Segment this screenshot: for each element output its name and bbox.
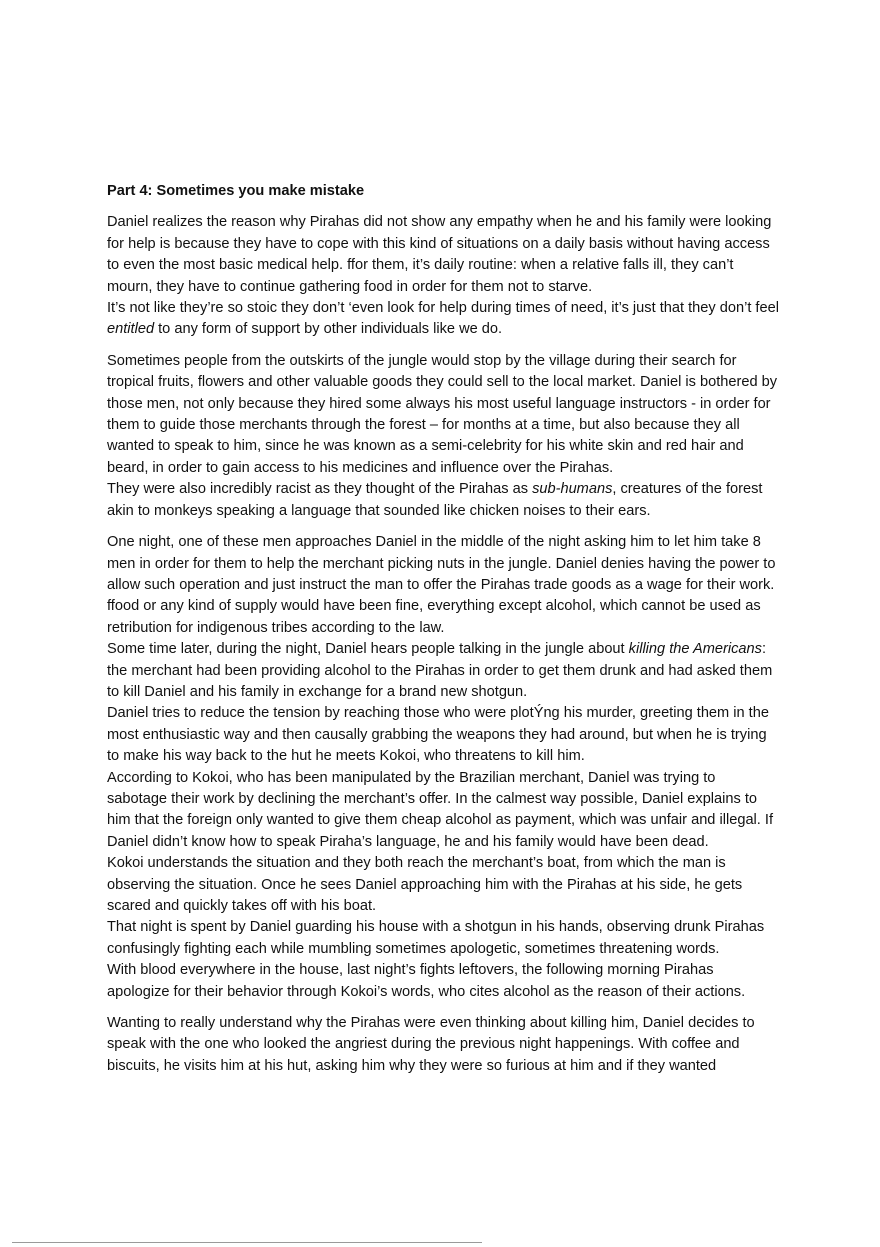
paragraph-3 xyxy=(107,532,779,1003)
footer-divider xyxy=(12,1242,482,1243)
paragraph-text: Daniel tries to reduce the tension by reaching those who were plotÝng his murder, greeting them in the most enthusiastic way and then causally grabbing the weapons they had around, but when he is trying to make his way back to the hut he meets Kokoi, who threatens to kill him. xyxy=(107,705,769,765)
emphasis-text: sub-humans xyxy=(532,481,613,498)
section-heading: Part 4: Sometimes you make mistake xyxy=(107,183,365,199)
paragraph-1 xyxy=(107,212,779,340)
paragraph-text: Kokoi understands the situation and they both reach the merchant’s boat, from which the man is observing the situation. Once he sees Daniel approaching him with the Pirahas at his side, he gets scared and quickly takes off with his boat. xyxy=(107,855,743,914)
paragraph-text: Wanting to really understand why the Pirahas were even thinking about killing him, Daniel decides to speak with the one who looked the angriest during the previous night happenings. With coffee and biscuits, he visits him at his hut, asking him why they were so furious at him and if they wanted xyxy=(107,1015,755,1074)
paragraph-text: That night is spent by Daniel guarding his house with a shotgun in his hands, observing drunk Pirahas confusingly fighting each while mumbling sometimes apologetic, sometimes threatening words. xyxy=(107,919,765,957)
paragraph-text: Some time later, during the night, Daniel hears people talking in the jungle about killing the Americans: the merchant had been providing alcohol to the Pirahas in order to get them drunk and had asked them to kill Daniel and his family in exchange for a brand new shotgun. xyxy=(107,641,773,700)
paragraph-text: Sometimes people from the outskirts of the jungle would stop by the village during their search for tropical fruits, flowers and other valuable goods they could sell to the local market. Daniel is bothered by those men, not only because they hired some always his most useful language instructors - in order for them to guide those merchants through the forest – for months at a time, but also because they all wanted to speak to him, since he was known as a semi-celebrity for his white skin and red hair and beard, in order to gain access to his medicines and influence over the Pirahas. xyxy=(107,352,778,476)
paragraph-text: One night, one of these men approaches Daniel in the middle of the night asking him to let him take 8 men in order for them to help the merchant picking nuts in the jungle. Daniel denies having the power to allow such operation and just instruct the man to offer the Pirahas trade goods as a wage for their work. ffood or any kind of supply would have been fine, everything except alcohol, which cannot be used as retribution for indigenous tribes according to the law. xyxy=(107,534,776,636)
paragraph-text: According to Kokoi, who has been manipulated by the Brazilian merchant, Daniel was trying to sabotage their work by declining the merchant’s offer. In the calmest way possible, Daniel explains to him that the foreign only wanted to give them cheap alcohol as payment, which was unfair and illegal. If Daniel didn’t know how to speak Piraha’s language, he and his family would have been dead. xyxy=(107,769,774,850)
paragraph-text: They were also incredibly racist as they thought of the Pirahas as sub-humans, creatures of the forest akin to monkeys speaking a language that sounded like chicken noises to their ears. xyxy=(107,481,763,519)
paragraph-text: It’s not like they’re so stoic they don’t ‘even look for help during times of need, it’s just that they don’t feel entitled to any form of support by other individuals like we do. xyxy=(107,300,779,338)
paragraph-2 xyxy=(107,351,779,522)
paragraph-text: With blood everywhere in the house, last night’s fights leftovers, the following morning Pirahas apologize for their behavior through Kokoi’s words, who cites alcohol as the reason of their actions. xyxy=(107,962,746,1000)
paragraph-text: Daniel realizes the reason why Pirahas did not show any empathy when he and his family were looking for help is because they have to cope with this kind of situations on a daily basis without having access to even the most basic medical help. ffor them, it’s daily routine: when a relative falls ill, they can’t mourn, they have to continue gathering food in order for them not to starve. xyxy=(107,214,772,295)
document-body xyxy=(107,181,779,1087)
emphasis-text: entitled xyxy=(107,321,155,338)
emphasis-text: killing the Americans xyxy=(628,641,762,658)
paragraph-4 xyxy=(107,1013,779,1077)
